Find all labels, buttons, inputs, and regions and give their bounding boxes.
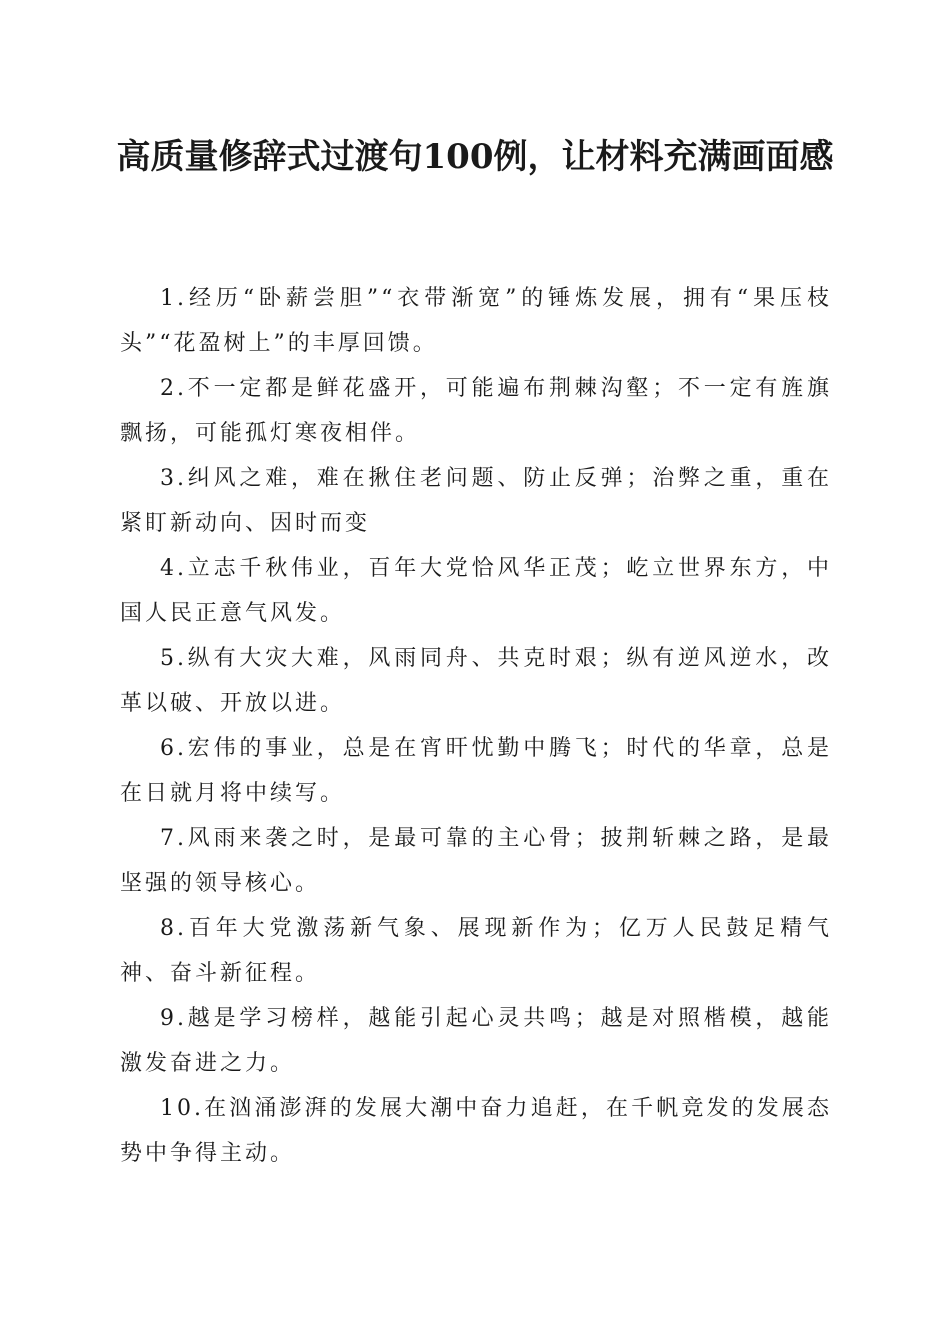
list-item: 1.经历“卧薪尝胆”“衣带渐宽”的锤炼发展，拥有“果压枝头”“花盈树上”的丰厚回馈。 bbox=[120, 286, 832, 356]
list-item: 10.在汹涌澎湃的发展大潮中奋力追赶，在千帆竞发的发展态势中争得主动。 bbox=[120, 1096, 832, 1166]
document-body bbox=[120, 276, 832, 1176]
list-item: 5.纵有大灾大难，风雨同舟、共克时艰；纵有逆风逆水，改革以破、开放以进。 bbox=[120, 646, 832, 716]
list-item: 2.不一定都是鲜花盛开，可能遍布荆棘沟壑；不一定有旌旗飘扬，可能孤灯寒夜相伴。 bbox=[120, 376, 832, 446]
list-item: 9.越是学习榜样，越能引起心灵共鸣；越是对照楷模，越能激发奋进之力。 bbox=[120, 1006, 832, 1076]
list-item: 8.百年大党激荡新气象、展现新作为；亿万人民鼓足精气神、奋斗新征程。 bbox=[120, 916, 832, 986]
list-item: 7.风雨来袭之时，是最可靠的主心骨；披荆斩棘之路，是最坚强的领导核心。 bbox=[120, 826, 832, 896]
list-item: 3.纠风之难，难在揪住老问题、防止反弹；治弊之重，重在紧盯新动向、因时而变 bbox=[120, 466, 832, 536]
document-title: 高质量修辞式过渡句100例，让材料充满画面感 bbox=[116, 137, 834, 177]
list-item: 6.宏伟的事业，总是在宵旰忧勤中腾飞；时代的华章，总是在日就月将中续写。 bbox=[120, 736, 832, 806]
list-item: 4.立志千秋伟业，百年大党恰风华正茂；屹立世界东方，中国人民正意气风发。 bbox=[120, 556, 832, 626]
